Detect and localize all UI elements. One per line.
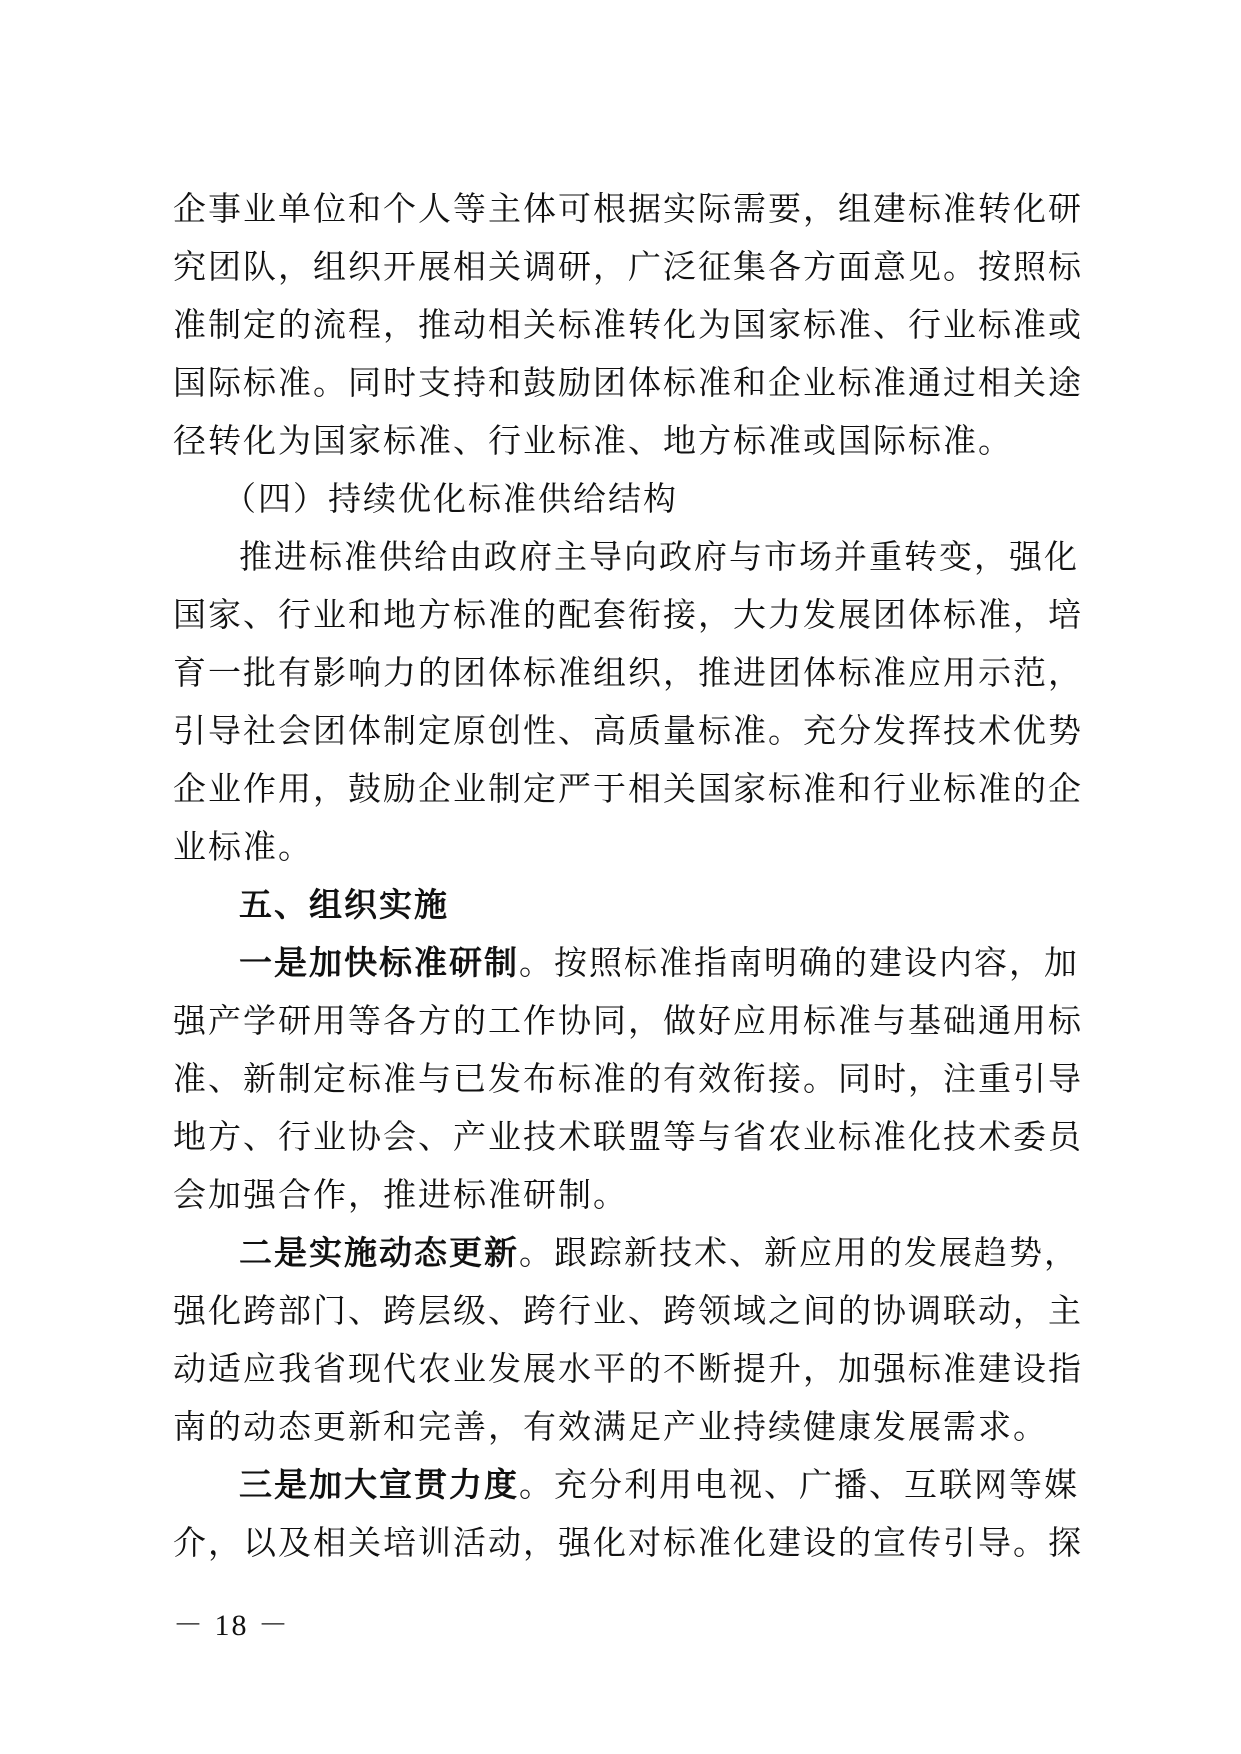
document-body bbox=[173, 180, 1083, 1572]
paragraph-line: 强化跨部门、跨层级、跨行业、跨领域之间的协调联动，主 bbox=[173, 1291, 1083, 1330]
item2-heading: 二是实施动态更新 bbox=[239, 1233, 519, 1272]
item3-first-line bbox=[173, 1456, 1079, 1514]
item1-first-rest: 。按照标准指南明确的建设内容，加 bbox=[519, 943, 1079, 982]
paragraph-line: 准、新制定标准与已发布标准的有效衔接。同时，注重引导 bbox=[173, 1059, 1083, 1098]
paragraph-line: 南的动态更新和完善，有效满足产业持续健康发展需求。 bbox=[173, 1407, 1048, 1446]
item3-first-rest: 。充分利用电视、广播、互联网等媒 bbox=[519, 1465, 1079, 1504]
paragraph-line: 推进标准供给由政府主导向政府与市场并重转变，强化 bbox=[239, 537, 1079, 576]
section-heading: 五、组织实施 bbox=[239, 885, 449, 924]
item1-heading: 一是加快标准研制 bbox=[239, 943, 519, 982]
item3-heading: 三是加大宣贯力度 bbox=[239, 1465, 519, 1504]
paragraph-line: 企业作用，鼓励企业制定严于相关国家标准和行业标准的企 bbox=[173, 769, 1083, 808]
paragraph-line: 介，以及相关培训活动，强化对标准化建设的宣传引导。探 bbox=[173, 1523, 1083, 1562]
page-number: － 18 － bbox=[173, 1609, 290, 1642]
item2-first-rest: 。跟踪新技术、新应用的发展趋势， bbox=[519, 1233, 1079, 1272]
paragraph-line: 引导社会团体制定原创性、高质量标准。充分发挥技术优势 bbox=[173, 711, 1083, 750]
paragraph-line: 强产学研用等各方的工作协同，做好应用标准与基础通用标 bbox=[173, 1001, 1083, 1040]
item1-first-line bbox=[173, 934, 1079, 992]
paragraph-line: 国际标准。同时支持和鼓励团体标准和企业标准通过相关途 bbox=[173, 363, 1083, 402]
paragraph-line: 会加强合作，推进标准研制。 bbox=[173, 1175, 628, 1214]
item2-first-line bbox=[173, 1224, 1079, 1282]
paragraph-line: 动适应我省现代农业发展水平的不断提升，加强标准建设指 bbox=[173, 1349, 1083, 1388]
paragraph-line: 径转化为国家标准、行业标准、地方标准或国际标准。 bbox=[173, 421, 1013, 460]
paragraph-line: 育一批有影响力的团体标准组织，推进团体标准应用示范， bbox=[173, 653, 1083, 692]
subheading: （四）持续优化标准供给结构 bbox=[223, 479, 678, 518]
paragraph-line: 究团队，组织开展相关调研，广泛征集各方面意见。按照标 bbox=[173, 247, 1083, 286]
paragraph-line: 企事业单位和个人等主体可根据实际需要，组建标准转化研 bbox=[173, 189, 1083, 228]
paragraph-line: 地方、行业协会、产业技术联盟等与省农业标准化技术委员 bbox=[173, 1117, 1083, 1156]
paragraph-line: 准制定的流程，推动相关标准转化为国家标准、行业标准或 bbox=[173, 305, 1083, 344]
paragraph-line: 业标准。 bbox=[173, 827, 313, 866]
paragraph-line: 国家、行业和地方标准的配套衔接，大力发展团体标准，培 bbox=[173, 595, 1083, 634]
